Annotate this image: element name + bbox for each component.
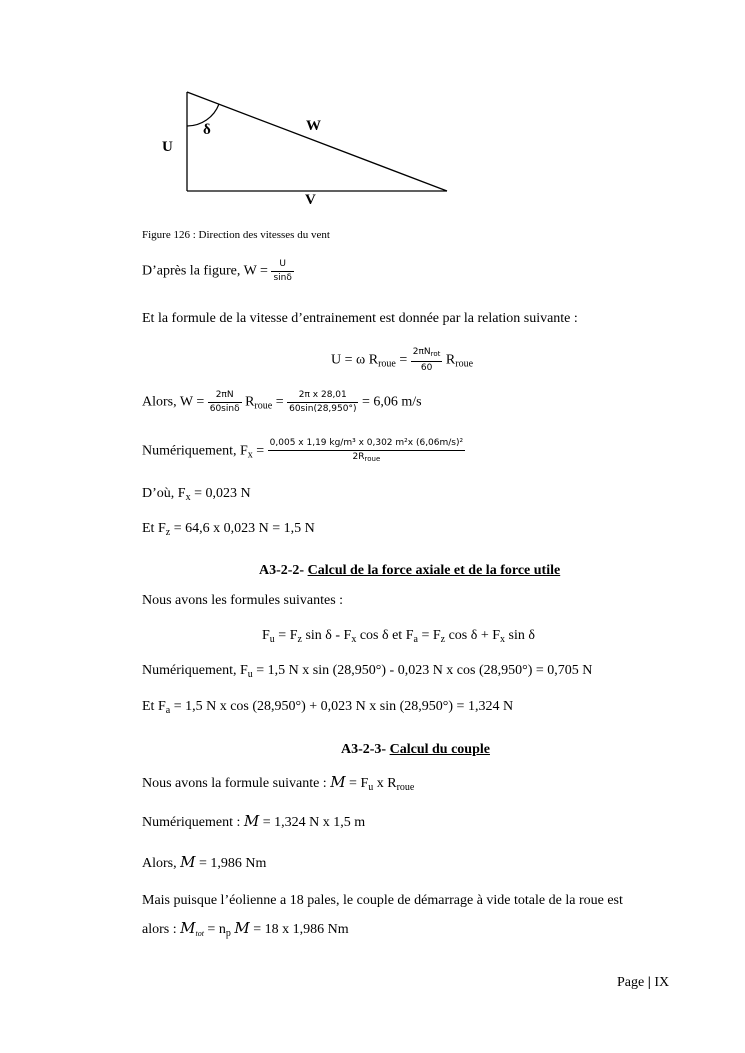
u-prefix: U = ω R [331, 352, 379, 368]
u-suffix-sub: roue [455, 358, 474, 370]
alors-fraction-1 [208, 390, 242, 415]
alors-frac1-den: 60sinδ [209, 404, 240, 414]
num-fx-prefix: Numériquement, F [142, 443, 248, 459]
fu-fa-formula-line: $F_u = F_z$ sin δ - $F_x$ cos δ et $F_a = F_z$ $\cos \delta + F_x$ sin δ [262, 628, 535, 645]
et-formule-text: Et la formule de la vitesse d’entrainement est donnée par la relation suivante : [142, 311, 578, 326]
dou-fx-line: D’où, $F_x = 0,023$ N [142, 486, 251, 503]
u-suffix: R [442, 352, 456, 368]
alors-mid-sub: roue [254, 400, 273, 412]
alors-frac2-den: 60sin(28,950°) [289, 404, 357, 414]
alors-prefix: Alors, W = [142, 394, 208, 410]
numeriquement-couple-line: Numériquement : M = 1,324 N x 1,5 m [142, 812, 366, 830]
w-frac-num: U [271, 259, 293, 272]
u-eq: = [395, 352, 411, 368]
num-fx-sub: x [247, 449, 253, 461]
couple-symbol: M [234, 919, 250, 937]
figure-caption: Figure 126 : Direction des vitesses du vent [142, 229, 330, 241]
page-separator: | [647, 975, 651, 990]
w-fraction [271, 259, 293, 284]
alors-frac1-num: 2πN [208, 390, 242, 403]
page-footer [617, 975, 669, 991]
nous-avons-formules-text: Nous avons les formules suivantes : [142, 593, 344, 608]
numeriquement-fx-line [142, 438, 465, 465]
delta-label: δ [203, 122, 211, 138]
w-formula-prefix: D’après la figure, W = [142, 263, 272, 279]
et-fz-line: Et $F_z = 64,6$ x 0,023 N = 1,5 N [142, 521, 315, 538]
alors-couple-line: Alors, M = 1,986 Nm [142, 853, 267, 871]
couple-formula-line: Nous avons la formule suivante : $M = F_u$ x $R_{roue}$ [142, 773, 415, 793]
alors-mid: R [241, 394, 255, 410]
w-side [187, 92, 447, 191]
fx-fraction [268, 438, 465, 465]
u-formula-line [331, 347, 473, 374]
wind-velocity-triangle-diagram [0, 0, 745, 220]
alors-result: = 6,06 m/s [358, 394, 422, 410]
couple-symbol: M [243, 812, 260, 830]
couple-symbol: M [180, 853, 196, 871]
couple-symbol: M [180, 919, 196, 937]
fx-frac-den: $2R_{roue}$ [352, 452, 381, 463]
alors-frac2-num: 2π x 28,01 [287, 390, 358, 403]
u-sub: roue [378, 358, 396, 370]
u-label: U [162, 139, 173, 155]
heading-a3-2-2-title: Calcul de la force axiale et de la force utile [307, 563, 561, 578]
num-fx-eq: = [252, 443, 268, 459]
w-formula-line [142, 259, 294, 284]
heading-a3-2-3 [341, 742, 490, 758]
u-frac-num: $2\pi N_{rot}$ [411, 347, 443, 362]
v-label: V [305, 192, 316, 208]
w-frac-den: sinδ [273, 273, 292, 283]
heading-a3-2-3-title: Calcul du couple [389, 742, 490, 757]
couple-symbol: M [330, 773, 346, 791]
w-label: W [306, 118, 321, 134]
alors-tot-line: alors : $M_{tot} = n_p$ M = 18 x 1,986 Nm [142, 919, 349, 939]
u-fraction [411, 347, 443, 374]
page-word: Page [617, 975, 645, 990]
u-frac-den: 60 [420, 363, 433, 373]
et-fa-line: Et $F_a = 1,5$ N x cos (28,950°) + 0,023 N x sin (28,950°) = 1,324 N [142, 699, 514, 716]
heading-a3-2-2 [259, 563, 560, 579]
page-number: IX [654, 975, 670, 990]
fx-frac-num: 0,005 x 1,19 kg/m³ x 0,302 m²x (6,06m/s)² [268, 438, 465, 451]
alors-eq: = [272, 394, 288, 410]
heading-a3-2-3-number: A3-2-3- [341, 742, 390, 757]
mais-puisque-text: Mais puisque l’éolienne a 18 pales, le couple de démarrage à vide totale de la roue est [142, 893, 623, 908]
alors-w-line [142, 390, 422, 415]
alors-fraction-2 [287, 390, 358, 415]
heading-a3-2-2-number: A3-2-2- [259, 563, 308, 578]
numeriquement-fu-line: Numériquement, $F_u = 1,5$ N x sin (28,950°) - 0,023 N x cos (28,950°) = 0,705 N [142, 663, 593, 680]
